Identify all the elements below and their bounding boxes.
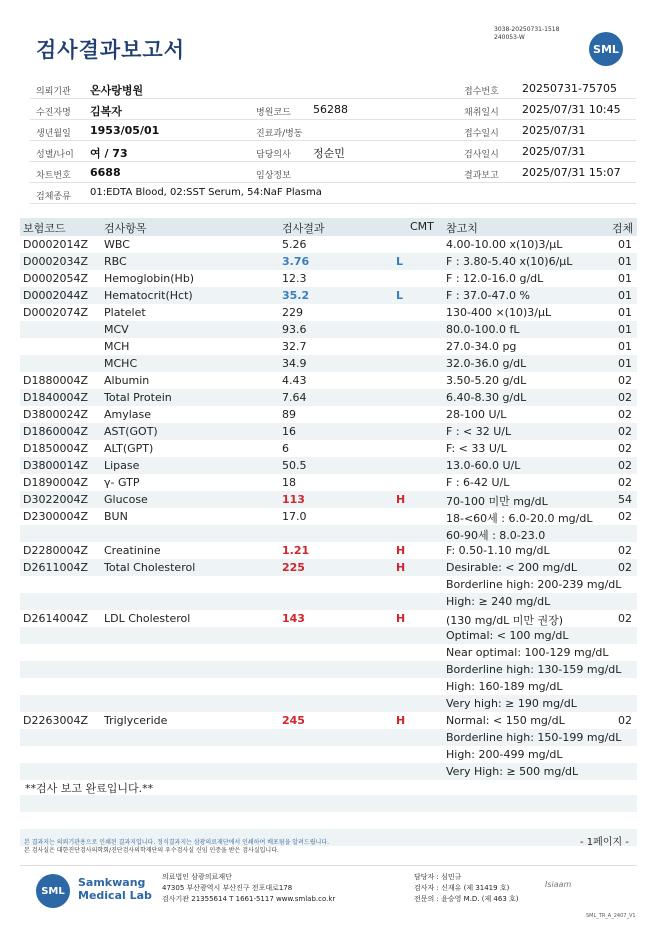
document-id-line-2: 240053-W	[494, 34, 525, 41]
cell-code: D1850004Z	[23, 442, 88, 455]
cell-ref: F : 3.80-5.40 x(10)6/μL	[446, 255, 573, 268]
institution-label: 의뢰기관	[36, 87, 71, 97]
complete-text: **검사 보고 완료입니다.**	[25, 782, 154, 795]
table-row	[20, 508, 637, 525]
cell-spec: 02	[618, 612, 632, 625]
cell-item: Triglyceride	[104, 714, 168, 727]
cell-ref: Very high: ≥ 190 mg/dL	[446, 697, 577, 710]
cell-result: 4.43	[282, 374, 307, 387]
cell-ref: High: ≥ 240 mg/dL	[446, 595, 551, 608]
document-id	[494, 26, 559, 42]
clinical-label: 임상정보	[256, 171, 291, 181]
cell-ref: (130 mg/dL 미만 권장)	[446, 614, 564, 627]
complete-row	[20, 778, 637, 795]
table-row	[20, 661, 637, 678]
patient-label: 수진자명	[36, 108, 71, 118]
cell-result: 3.76	[282, 255, 310, 268]
patient-value: 김복자	[90, 105, 122, 118]
report-title: 검사결과보고서	[36, 38, 186, 62]
cell-item: Total Protein	[104, 391, 172, 404]
test-date-label: 검사일시	[464, 150, 499, 160]
table-row	[20, 593, 637, 610]
cell-flag: H	[396, 561, 406, 574]
cell-spec: 02	[618, 391, 632, 404]
cell-ref: F : < 32 U/L	[446, 425, 512, 438]
notice-line-2: 본 검사실은 대한진단검사의학회/진단검사의학재단의 우수검사실 신임 인증을 받은 검사실입니다.	[24, 847, 279, 854]
table-row	[20, 321, 637, 338]
header-result: 검사결과	[282, 222, 325, 235]
sex-age-value: 여 / 73	[90, 147, 128, 160]
cell-spec: 01	[618, 340, 632, 353]
table-row	[20, 491, 637, 508]
cell-ref: 3.50-5.20 g/dL	[446, 374, 527, 387]
cell-spec: 02	[618, 544, 632, 557]
cell-ref: F: 0.50-1.10 mg/dL	[446, 544, 550, 557]
cell-code: D1860004Z	[23, 425, 88, 438]
cell-code: D1840004Z	[23, 391, 88, 404]
table-row	[20, 610, 637, 627]
cell-code: D1880004Z	[23, 374, 88, 387]
cell-item: Total Cholesterol	[104, 561, 196, 574]
cell-ref: Borderline high: 150-199 mg/dL	[446, 731, 622, 744]
cell-ref: 6.40-8.30 g/dL	[446, 391, 527, 404]
cell-result: 93.6	[282, 323, 307, 336]
cell-code: D2611004Z	[23, 561, 88, 574]
cell-code: D0002054Z	[23, 272, 88, 285]
cell-spec: 01	[618, 289, 632, 302]
cell-flag: H	[396, 612, 406, 625]
birth-value: 1953/05/01	[90, 124, 160, 137]
cell-spec: 02	[618, 714, 632, 727]
cell-ref: 27.0-34.0 pg	[446, 340, 517, 353]
cell-spec: 02	[618, 476, 632, 489]
test-date-value: 2025/07/31	[522, 145, 586, 158]
table-row	[20, 644, 637, 661]
receipt-no-label: 접수번호	[464, 87, 499, 97]
cell-result: 18	[282, 476, 296, 489]
cell-spec: 02	[618, 561, 632, 574]
signature: Isiaam	[545, 880, 572, 889]
footer-lab-name	[78, 876, 152, 902]
receipt-no-value: 20250731-75705	[522, 82, 617, 95]
report-notice	[24, 839, 564, 855]
cell-item: Platelet	[104, 306, 146, 319]
cell-ref: 4.00-10.00 x(10)3/μL	[446, 238, 563, 251]
cell-ref: Borderline high: 130-159 mg/dL	[446, 663, 622, 676]
cell-ref: Borderline high: 200-239 mg/dL	[446, 578, 622, 591]
header-item: 검사항목	[104, 222, 147, 235]
form-code: SML_TR_A_2407_V1	[586, 913, 636, 919]
cell-result: 229	[282, 306, 303, 319]
staff-info	[414, 872, 519, 905]
cell-ref: 80.0-100.0 fL	[446, 323, 520, 336]
table-row	[20, 338, 637, 355]
table-row	[20, 423, 637, 440]
table-row	[20, 627, 637, 644]
cell-spec: 01	[618, 238, 632, 251]
blank-row	[20, 795, 637, 812]
cell-ref: Near optimal: 100-129 mg/dL	[446, 646, 609, 659]
cell-spec: 02	[618, 408, 632, 421]
cell-result: 35.2	[282, 289, 310, 302]
cell-ref: 60-90세 : 8.0-23.0	[446, 529, 546, 542]
cell-item: Creatinine	[104, 544, 161, 557]
table-row	[20, 372, 637, 389]
cell-ref: 28-100 U/L	[446, 408, 507, 421]
cell-result: 5.26	[282, 238, 307, 251]
specimen-value: 01:EDTA Blood, 02:SST Serum, 54:NaF Plasma	[90, 187, 322, 198]
patient-info	[30, 78, 636, 204]
cell-code: D1890004Z	[23, 476, 88, 489]
cell-spec: 02	[618, 374, 632, 387]
table-row	[20, 525, 637, 542]
chart-value: 6688	[90, 166, 121, 179]
sml-logo: SML	[589, 32, 623, 66]
cell-flag: L	[396, 255, 404, 268]
cell-ref: Desirable: < 200 mg/dL	[446, 561, 578, 574]
cell-result: 32.7	[282, 340, 307, 353]
cell-item: Hemoglobin(Hb)	[104, 272, 195, 285]
cell-flag: H	[396, 544, 406, 557]
info-row-chart	[30, 162, 636, 183]
cell-flag: H	[396, 714, 406, 727]
cell-result: 1.21	[282, 544, 310, 557]
cell-ref: 70-100 미만 mg/dL	[446, 495, 548, 508]
header-specimen: 검체	[612, 222, 634, 235]
document-id-line-1: 3038-20250731-1518	[494, 26, 560, 33]
results-table-header	[20, 218, 637, 236]
notice-line-1: 본 결과지는 의뢰기관용으로 인쇄된 결과지입니다. 정식결과지는 삼광의료재단에서 인쇄하여 배포됨을 알려드립니다.	[24, 839, 329, 846]
table-row	[20, 712, 637, 729]
cell-code: D3800014Z	[23, 459, 88, 472]
birth-label: 생년월일	[36, 129, 71, 139]
receipt-date-label: 접수일시	[464, 129, 499, 139]
cell-result: 34.9	[282, 357, 307, 370]
cell-item: MCV	[104, 323, 129, 336]
table-row	[20, 304, 637, 321]
cell-ref: 18-<60세 : 6.0-20.0 mg/dL	[446, 512, 593, 525]
report-label: 결과보고	[464, 171, 499, 181]
cell-code: D2280004Z	[23, 544, 88, 557]
results-table-body	[20, 236, 637, 780]
chart-label: 차트번호	[36, 171, 71, 181]
cell-spec: 02	[618, 442, 632, 455]
cell-result: 7.64	[282, 391, 307, 404]
cell-spec: 01	[618, 255, 632, 268]
table-row	[20, 440, 637, 457]
header-reference: 참고치	[446, 222, 478, 235]
cell-spec: 01	[618, 323, 632, 336]
specimen-label: 검체종류	[36, 192, 71, 202]
cell-result: 225	[282, 561, 305, 574]
cell-result: 16	[282, 425, 296, 438]
info-row-specimen	[30, 183, 636, 204]
footer-logo: SML	[36, 874, 70, 908]
cell-item: Albumin	[104, 374, 150, 387]
table-row	[20, 559, 637, 576]
cell-result: 17.0	[282, 510, 307, 523]
blank-row	[20, 812, 637, 829]
table-row	[20, 287, 637, 304]
table-row	[20, 695, 637, 712]
cell-code: D3022004Z	[23, 493, 88, 506]
cell-ref: F: < 33 U/L	[446, 442, 507, 455]
staff-manager: 담당자 : 심민규	[414, 873, 462, 881]
cell-result: 245	[282, 714, 305, 727]
cell-ref: 32.0-36.0 g/dL	[446, 357, 527, 370]
cell-result: 143	[282, 612, 305, 625]
lab-contact: 검사기관 21355614 T 1661-5117 www.smlab.co.kr	[162, 895, 336, 903]
cell-result: 12.3	[282, 272, 307, 285]
table-row	[20, 457, 637, 474]
dept-label: 진료과/병동	[256, 129, 303, 139]
lab-org: 의료법인 삼광의료재단	[162, 873, 232, 881]
cell-item: Hematocrit(Hct)	[104, 289, 193, 302]
table-row	[20, 729, 637, 746]
table-row	[20, 253, 637, 270]
cell-code: D2300004Z	[23, 510, 88, 523]
cell-result: 113	[282, 493, 305, 506]
cell-ref: Optimal: < 100 mg/dL	[446, 629, 569, 642]
staff-doctor: 전문의 : 윤승영 M.D. (제 463 호)	[414, 895, 519, 903]
cell-spec: 01	[618, 272, 632, 285]
cell-code: D2263004Z	[23, 714, 88, 727]
info-row-institution	[30, 78, 636, 99]
cell-result: 50.5	[282, 459, 307, 472]
cell-spec: 01	[618, 357, 632, 370]
lab-name-line-2: Medical Lab	[78, 889, 152, 902]
cell-ref: F : 37.0-47.0 %	[446, 289, 530, 302]
cell-item: Glucose	[104, 493, 148, 506]
cell-ref: 13.0-60.0 U/L	[446, 459, 521, 472]
cell-item: Lipase	[104, 459, 140, 472]
table-row	[20, 576, 637, 593]
sex-age-label: 성별/나이	[36, 150, 74, 160]
cell-ref: High: 200-499 mg/dL	[446, 748, 563, 761]
cell-ref: Very High: ≥ 500 mg/dL	[446, 765, 579, 778]
cell-spec: 54	[618, 493, 632, 506]
cell-code: D0002044Z	[23, 289, 88, 302]
page-number: - 1페이지 -	[580, 837, 629, 848]
collect-label: 채취일시	[464, 108, 499, 118]
cell-flag: H	[396, 493, 406, 506]
table-row	[20, 678, 637, 695]
cell-ref: High: 160-189 mg/dL	[446, 680, 563, 693]
cell-result: 89	[282, 408, 296, 421]
hospital-code-value: 56288	[313, 103, 348, 116]
cell-ref: 130-400 ×(10)3/μL	[446, 306, 552, 319]
collect-value: 2025/07/31 10:45	[522, 103, 621, 116]
table-row	[20, 474, 637, 491]
doctor-label: 담당의사	[256, 150, 291, 160]
table-row	[20, 746, 637, 763]
table-row	[20, 542, 637, 559]
table-row	[20, 389, 637, 406]
lab-info	[162, 872, 335, 905]
info-row-sex	[30, 141, 636, 162]
hospital-code-label: 병원코드	[256, 108, 291, 118]
cell-flag: L	[396, 289, 404, 302]
doctor-value: 정순민	[313, 147, 345, 160]
cell-item: ALT(GPT)	[104, 442, 154, 455]
cell-item: MCHC	[104, 357, 138, 370]
table-row	[20, 270, 637, 287]
cell-item: WBC	[104, 238, 130, 251]
cell-ref: F : 6-42 U/L	[446, 476, 510, 489]
cell-item: RBC	[104, 255, 127, 268]
cell-ref: Normal: < 150 mg/dL	[446, 714, 565, 727]
cell-spec: 01	[618, 306, 632, 319]
lab-address: 47305 부산광역시 부산진구 전포대로178	[162, 884, 293, 892]
cell-code: D0002074Z	[23, 306, 88, 319]
info-row-birth	[30, 120, 636, 141]
staff-tester: 검사자 : 신재유 (제 31419 호)	[414, 884, 510, 892]
institution-value: 온사랑병원	[90, 84, 144, 97]
cell-item: AST(GOT)	[104, 425, 158, 438]
cell-item: LDL Cholesterol	[104, 612, 191, 625]
cell-item: MCH	[104, 340, 130, 353]
header-code: 보험코드	[23, 222, 66, 235]
cell-code: D2614004Z	[23, 612, 88, 625]
cell-result: 6	[282, 442, 289, 455]
cell-item: Amylase	[104, 408, 152, 421]
table-row	[20, 406, 637, 423]
table-row	[20, 355, 637, 372]
cell-code: D0002014Z	[23, 238, 88, 251]
header-cmt: CMT	[410, 220, 434, 233]
cell-code: D3800024Z	[23, 408, 88, 421]
cell-spec: 02	[618, 459, 632, 472]
cell-ref: F : 12.0-16.0 g/dL	[446, 272, 544, 285]
cell-item: BUN	[104, 510, 128, 523]
receipt-date-value: 2025/07/31	[522, 124, 586, 137]
cell-spec: 02	[618, 425, 632, 438]
info-row-patient	[30, 99, 636, 120]
table-row	[20, 236, 637, 253]
report-value: 2025/07/31 15:07	[522, 166, 621, 179]
complete-section	[20, 778, 637, 846]
cell-spec: 02	[618, 510, 632, 523]
cell-code: D0002034Z	[23, 255, 88, 268]
cell-item: γ- GTP	[104, 476, 140, 489]
footer-divider	[20, 865, 637, 866]
lab-name-line-1: Samkwang	[78, 876, 146, 889]
